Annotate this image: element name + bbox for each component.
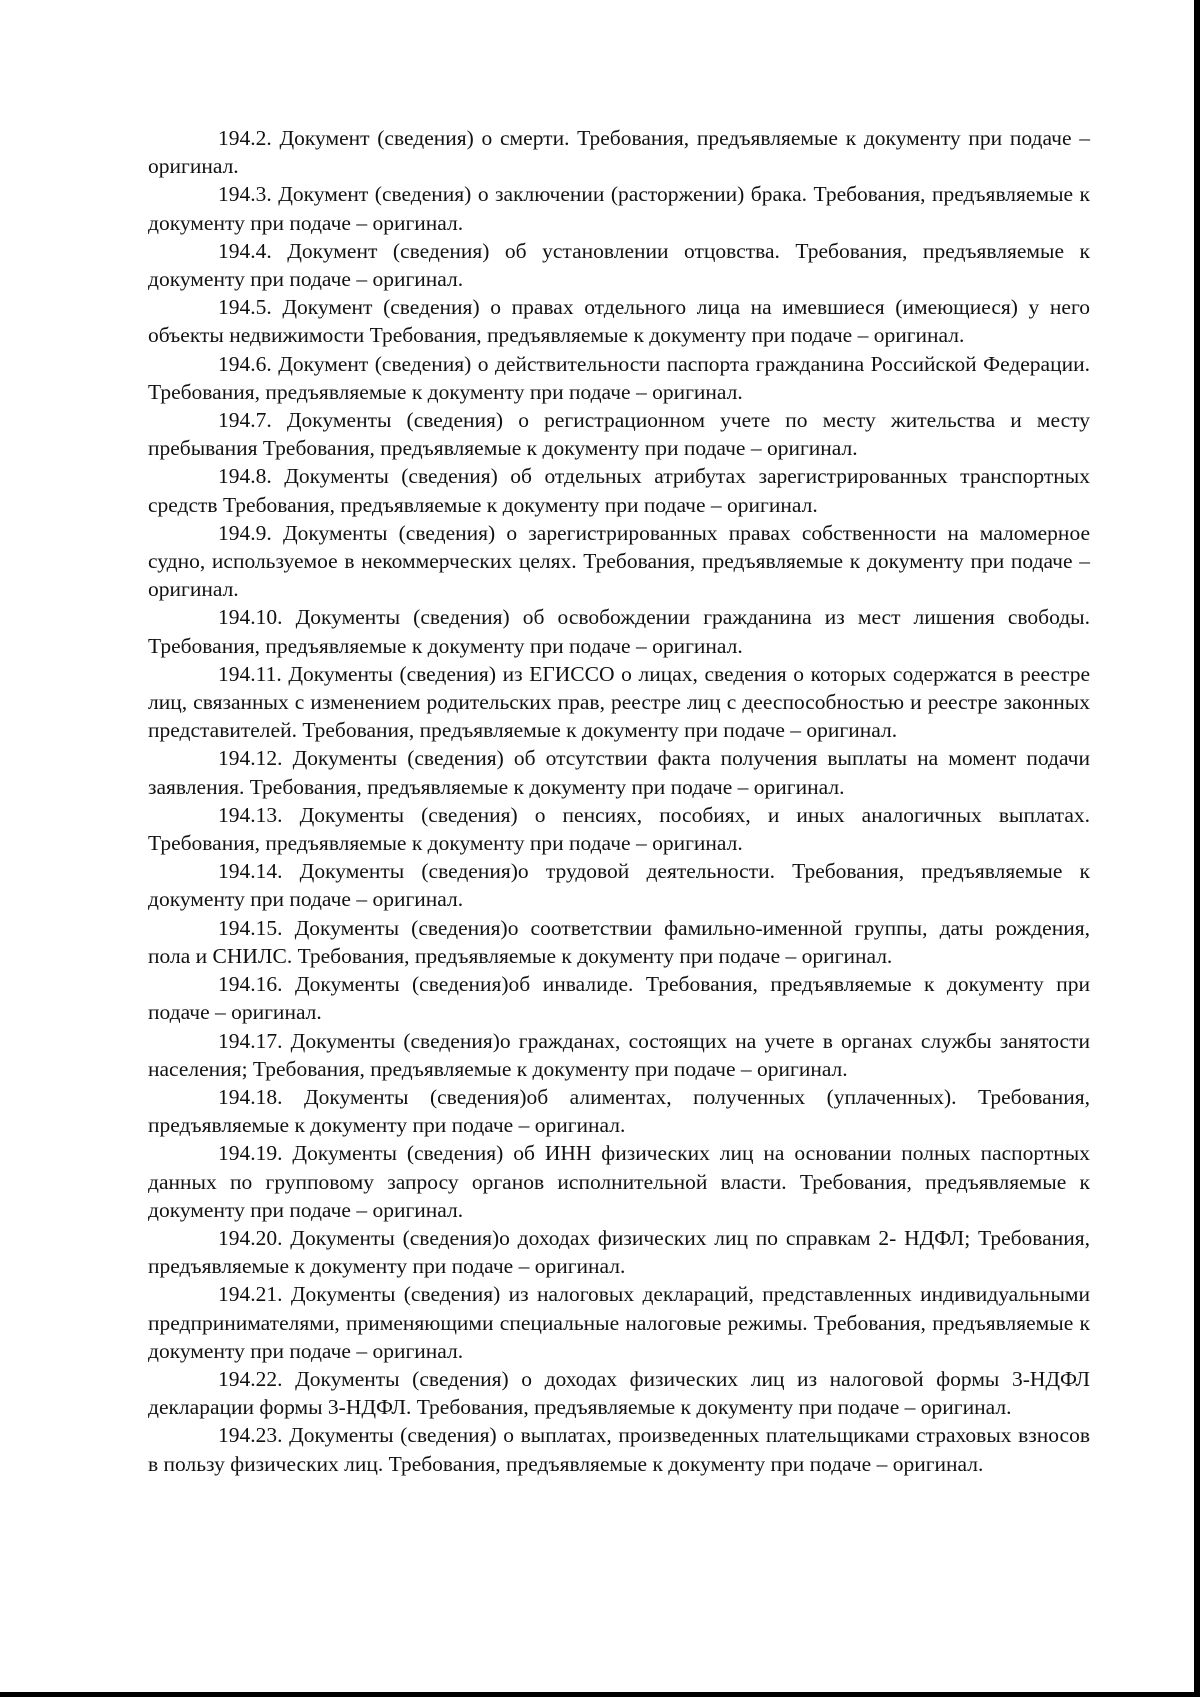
paragraph-194-17: 194.17. Документы (сведения)о гражданах, состоящих на учете в органах службы занятости населения; Требования, предъявляемые к документу при подаче – оригинал. xyxy=(148,1028,1090,1081)
paragraph-194-11: 194.11. Документы (сведения) из ЕГИССО о лицах, сведения о которых содержатся в реестре лиц, связанных с изменением родительских прав, реестре лиц с дееспособностью и реестре законных представителей. Требования, предъявляемые к документу при подаче – оригинал. xyxy=(148,661,1090,743)
paragraph-194-23: 194.23. Документы (сведения) о выплатах, произведенных плательщиками страховых взносов в пользу физических лиц. Требования, предъявляемые к документу при подаче – оригинал. xyxy=(148,1423,1090,1476)
paragraph-194-7: 194.7. Документы (сведения) о регистрационном учете по месту жительства и месту пребывания Требования, предъявляемые к документу при подаче – оригинал. xyxy=(148,408,1090,461)
paragraph-194-22: 194.22. Документы (сведения) о доходах физических лиц из налоговой формы 3-НДФЛ декларации формы 3-НДФЛ. Требования, предъявляемые к документу при подаче – оригинал. xyxy=(148,1366,1090,1420)
scan-border-bottom xyxy=(0,1692,1200,1697)
paragraph-194-15: 194.15. Документы (сведения)о соответствии фамильно-именной группы, даты рождения, пола и СНИЛС. Требования, предъявляемые к документу при подаче – оригинал. xyxy=(148,915,1090,968)
scan-border-right xyxy=(1194,0,1200,1697)
paragraph-194-5: 194.5. Документ (сведения) о правах отдельного лица на имевшиеся (имеющиеся) у него объекты недвижимости Требования, предъявляемые к документу при подаче – оригинал. xyxy=(148,295,1090,348)
paragraph-194-16: 194.16. Документы (сведения)об инвалиде. Требования, предъявляемые к документу при подаче – оригинал. xyxy=(148,972,1090,1025)
paragraph-194-4: 194.4. Документ (сведения) об установлении отцовства. Требования, предъявляемые к документу при подаче – оригинал. xyxy=(148,238,1090,292)
paragraph-194-20: 194.20. Документы (сведения)о доходах физических лиц по справкам 2- НДФЛ; Требования, предъявляемые к документу при подаче – оригинал. xyxy=(148,1225,1090,1279)
paragraph-194-12: 194.12. Документы (сведения) об отсутствии факта получения выплаты на момент подачи заявления. Требования, предъявляемые к документу при подаче – оригинал. xyxy=(148,746,1090,799)
paragraph-194-14: 194.14. Документы (сведения)о трудовой деятельности. Требования, предъявляемые к документу при подаче – оригинал. xyxy=(148,859,1090,912)
paragraph-194-2: 194.2. Документ (сведения) о смерти. Требования, предъявляемые к документу при подаче – оригинал. xyxy=(148,126,1090,179)
paragraph-194-9: 194.9. Документы (сведения) о зарегистрированных правах собственности на маломерное судно, используемое в некоммерческих целях. Требования, предъявляемые к документу при подаче – оригинал. xyxy=(148,520,1090,602)
document-body xyxy=(148,124,1090,1478)
paragraph-194-18: 194.18. Документы (сведения)об алиментах, полученных (уплаченных). Требования, предъявляемые к документу при подаче – оригинал. xyxy=(148,1084,1090,1138)
paragraph-194-3: 194.3. Документ (сведения) о заключении (расторжении) брака. Требования, предъявляемые к документу при подаче – оригинал. xyxy=(148,182,1090,235)
paragraph-194-13: 194.13. Документы (сведения) о пенсиях, пособиях, и иных аналогичных выплатах. Требования, предъявляемые к документу при подаче – оригинал. xyxy=(148,802,1090,856)
paragraph-194-6: 194.6. Документ (сведения) о действительности паспорта гражданина Российской Федерации. Требования, предъявляемые к документу при подаче – оригинал. xyxy=(148,351,1090,404)
paragraph-194-19: 194.19. Документы (сведения) об ИНН физических лиц на основании полных паспортных данных по групповому запросу органов исполнительной власти. Требования, предъявляемые к документу при подаче – оригинал. xyxy=(148,1141,1090,1222)
paragraph-194-21: 194.21. Документы (сведения) из налоговых деклараций, представленных индивидуальными предпринимателями, применяющими специальные налоговые режимы. Требования, предъявляемые к документу при подаче – оригинал. xyxy=(148,1282,1090,1363)
paragraph-194-10: 194.10. Документы (сведения) об освобождении гражданина из мест лишения свободы. Требования, предъявляемые к документу при подаче – оригинал. xyxy=(148,605,1090,658)
paragraph-194-8: 194.8. Документы (сведения) об отдельных атрибутах зарегистрированных транспортных средств Требования, предъявляемые к документу при подаче – оригинал. xyxy=(148,464,1090,517)
